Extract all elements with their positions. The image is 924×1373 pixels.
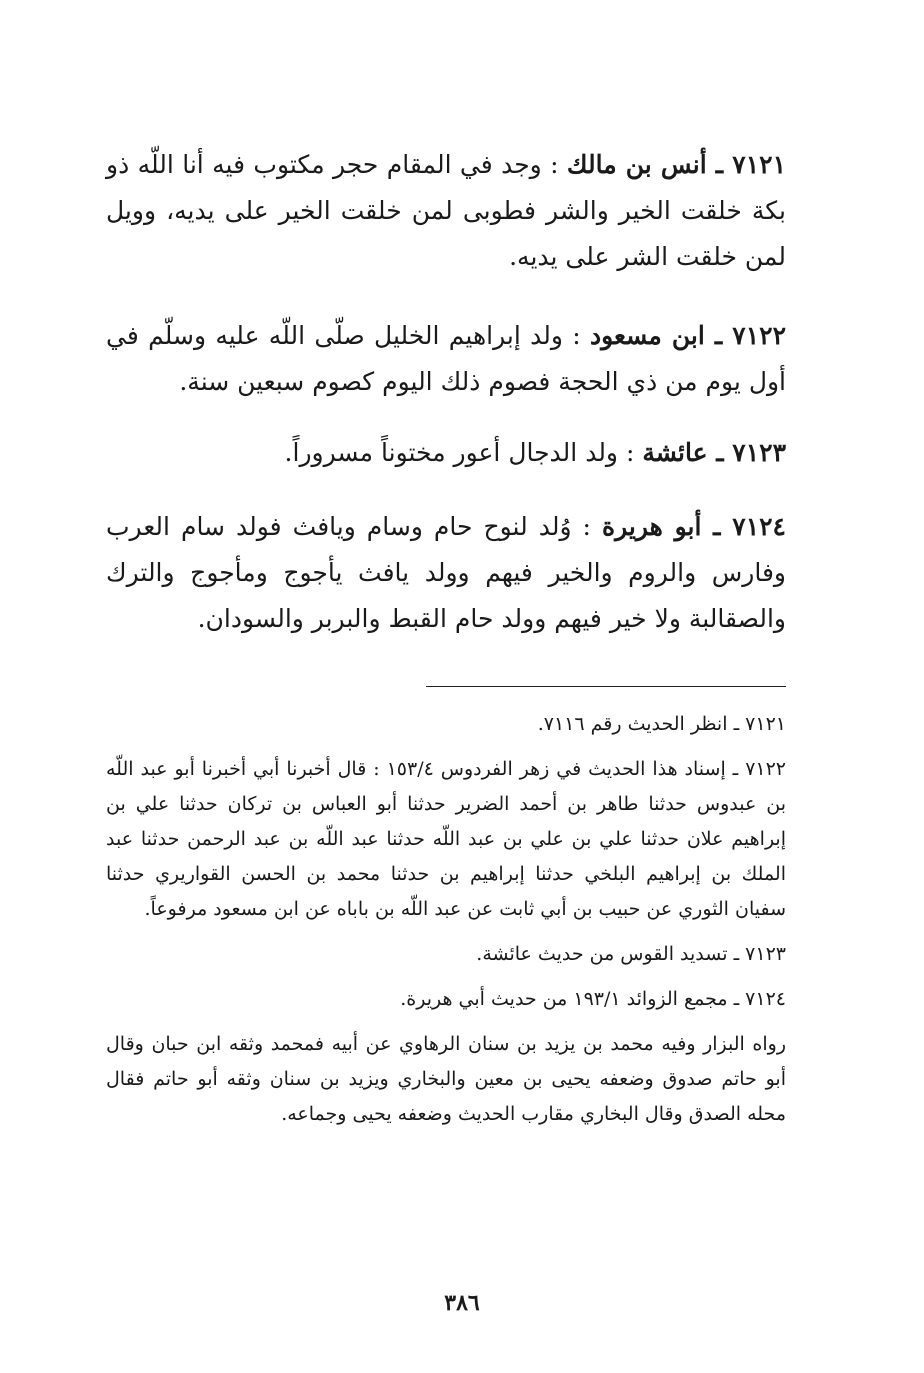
footnote-text: إسناد هذا الحديث في زهر الفردوس ١٥٣/٤ : قال أخبرنا أبي أخبرنا أبو عبد اللّه بن عبدوس حدثنا طاهر بن أحمد الضرير حدثنا أبو العباس بن تركان حدثنا علي بن إبراهيم علان حدثنا علي بن علي بن عبد اللّه حدثنا عبد اللّه بن عبد الرحمن حدثنا عبد الملك بن إبراهيم البلخي حدثنا إبراهيم بن حدثنا محمد بن الحسن القواريري حدثنا سفيان الثوري عن حبيب بن أبي ثابت عن عبد اللّه بن باباه عن ابن مسعود مرفوعاً. (106, 758, 786, 920)
entry-text: : ولد إبراهيم الخليل صلّى اللّه عليه وسلّم في أول يوم من ذي الحجة فصوم ذلك اليوم كصوم سبعين سنة. (106, 321, 786, 396)
page-body (106, 142, 786, 1142)
entry-heading: ٧١٢١ ـ أنس بن مالك (566, 150, 786, 179)
footnote (106, 752, 786, 927)
footnote (106, 982, 786, 1017)
hadith-entry (106, 504, 786, 642)
hadith-entry (106, 142, 786, 280)
footnote-continuation: رواه البزار وفيه محمد بن يزيد بن سنان الرهاوي عن أبيه فمحمد وثقه ابن حبان وقال أبو حاتم صدوق وضعفه يحيى بن معين والبخاري ويزيد بن سنان وثقه أبو حاتم فقال محله الصدق وقال البخاري مقارب الحديث وضعفه يحيى وجماعه. (106, 1033, 786, 1125)
footnote-number: ٧١٢٣ ـ (733, 943, 786, 965)
hadith-entry (106, 313, 786, 405)
entry-heading: ٧١٢٣ ـ عائشة (642, 438, 786, 467)
footnote-divider (426, 686, 786, 687)
footnote-text: انظر الحديث رقم ٧١١٦. (537, 713, 728, 735)
footnote-text: تسديد القوس من حديث عائشة. (476, 943, 728, 965)
entry-text: : وجد في المقام حجر مكتوب فيه أنا اللّه ذو بكة خلقت الخير والشر فطوبى لمن خلقت الخير على يديه، وويل لمن خلقت الشر على يديه. (106, 150, 786, 271)
footnote (106, 707, 786, 742)
footnote-number: ٧١٢٢ ـ (732, 758, 787, 780)
footnote-number: ٧١٢١ ـ (733, 713, 786, 735)
entry-heading: ٧١٢٢ ـ ابن مسعود (590, 321, 786, 350)
hadith-entry (106, 430, 786, 476)
footnote-text: مجمع الزوائد ١٩٣/١ من حديث أبي هريرة. (400, 988, 728, 1010)
footnote-number: ٧١٢٤ ـ (733, 988, 786, 1010)
entry-text: : ولد الدجال أعور مختوناً مسروراً. (284, 438, 635, 467)
page-number: ٣٨٦ (444, 1290, 480, 1316)
entry-heading: ٧١٢٤ ـ أبو هريرة (601, 512, 786, 541)
entry-text: : وُلد لنوح حام وسام ويافث فولد سام العرب وفارس والروم والخير فيهم وولد يافث يأجوج ومأجوج والترك والصقالبة ولا خير فيهم وولد حام القبط والبربر والسودان. (106, 512, 786, 633)
footnote (106, 937, 786, 972)
